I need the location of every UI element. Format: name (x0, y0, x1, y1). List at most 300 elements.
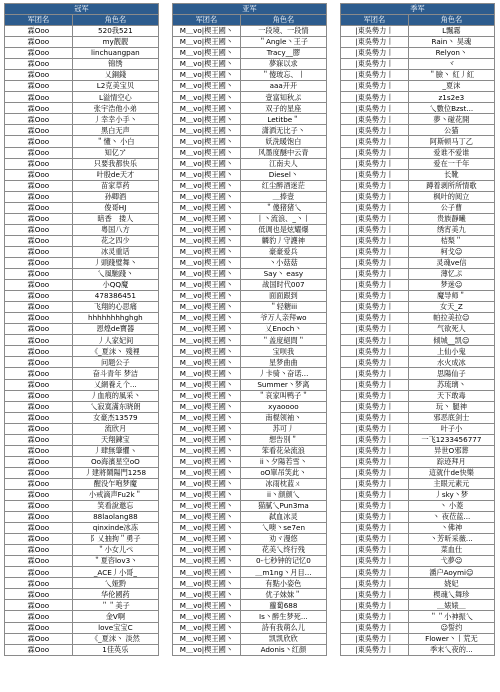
role-cell: 一飞1233456777 (408, 434, 494, 445)
team-cell: |東吳勢力丨 (341, 158, 409, 169)
table-row (5, 401, 159, 412)
team-cell: |東吳勢力丨 (341, 246, 409, 257)
team-cell: 霖Ooo (5, 456, 73, 467)
role-cell: 公猫 (408, 125, 494, 136)
table-row (173, 191, 327, 202)
table-row (5, 434, 159, 445)
team-cell: |東吳勢力丨 (341, 26, 409, 37)
team-cell: 霖Ooo (5, 445, 73, 456)
team-cell: |東吳勢力丨 (341, 269, 409, 280)
table-row (5, 456, 159, 467)
table-row (341, 48, 495, 59)
role-cell: 小QQ魔 (72, 280, 158, 291)
table-row (341, 169, 495, 180)
team-cell: M＿vo|楔王國丶 (173, 169, 241, 180)
role-cell: Flower丶丨荒无 (408, 633, 494, 644)
role-cell: 公子曹 (408, 202, 494, 213)
team-cell: 霖Ooo (5, 523, 73, 534)
role-cell: 粤国八方 (72, 224, 158, 235)
team-cell: M＿vo|楔王國丶 (173, 246, 241, 257)
role-cell: 只要我都快乐 (72, 158, 158, 169)
table-row (5, 191, 159, 202)
role-cell: 劝ヾ漫悠 (240, 534, 326, 545)
table-row (173, 180, 327, 191)
team-cell: |東吳勢力丨 (341, 103, 409, 114)
team-cell: M＿vo|楔王國丶 (173, 357, 241, 368)
team-cell: |東吳勢力丨 (341, 169, 409, 180)
table-row (341, 456, 495, 467)
team-cell: |東吳勢力丨 (341, 313, 409, 324)
team-cell: |東吳勢力丨 (341, 70, 409, 81)
team-cell: |東吳勢力丨 (341, 578, 409, 589)
team-cell: M＿vo|楔王國丶 (173, 147, 241, 158)
role-cell: 丶小菇菇 (240, 257, 326, 268)
table-row (5, 59, 159, 70)
role-cell: 冰雨枕蓝ㄨ (240, 478, 326, 489)
role-cell: 小戒滴声Fu2k＂ (72, 489, 158, 500)
role-cell: ＿捧壹 (240, 191, 326, 202)
role-cell: 玩丶 腿神 (408, 401, 494, 412)
role-cell: 双子的星座 (240, 103, 326, 114)
role-cell: 丶芳昕采薇... (408, 534, 494, 545)
table-row (341, 622, 495, 633)
team-cell: 霖Ooo (5, 622, 73, 633)
role-cell: ＂盖度絕問＂ (240, 335, 326, 346)
table-row (173, 489, 327, 500)
table-row (173, 379, 327, 390)
table-row (5, 313, 159, 324)
team-cell: 霖Ooo (5, 257, 73, 268)
team-cell: |東吳勢力丨 (341, 48, 409, 59)
team-cell: 霖Ooo (5, 357, 73, 368)
table-row (173, 545, 327, 556)
role-cell: 丿卡骑丶奋诺... (240, 368, 326, 379)
table-row (5, 489, 159, 500)
team-cell: 霖Ooo (5, 202, 73, 213)
role-cell: ＂＂美子 (72, 600, 158, 611)
table-row (173, 291, 327, 302)
role-cell: 张宇浩他小弟 (72, 103, 158, 114)
team-cell: M＿vo|楔王國丶 (173, 302, 241, 313)
role-cell: 上仙小鬼 (408, 346, 494, 357)
role-cell: 灂户Aoymi☺ (408, 567, 494, 578)
table-row (5, 48, 159, 59)
role-cell: love宝宝C (72, 622, 158, 633)
role-cell: ＂＂小神振乀 (408, 611, 494, 622)
team-cell: 霖Ooo (5, 125, 73, 136)
role-cell: 枫叶的阅立 (408, 191, 494, 202)
table-row (173, 335, 327, 346)
table-row (5, 633, 159, 644)
team-cell: |東吳勢力丨 (341, 423, 409, 434)
team-cell: |東吳勢力丨 (341, 257, 409, 268)
table-row (173, 501, 327, 512)
table-row (173, 235, 327, 246)
team-cell: |東吳勢力丨 (341, 324, 409, 335)
role-cell: L飄霧 (408, 26, 494, 37)
team-cell: |東吳勢力丨 (341, 147, 409, 158)
role-cell: ＂夏咨lov3丶 (72, 556, 158, 567)
role-cell: 丿血痕的風采丶 (72, 390, 158, 401)
role-cell: 苏琉璃丶 (408, 379, 494, 390)
table-row (173, 125, 327, 136)
table-row (341, 158, 495, 169)
role-cell: 乀數位Bzst... (408, 103, 494, 114)
table-row (341, 125, 495, 136)
team-cell: M＿vo|楔王國丶 (173, 390, 241, 401)
team-cell: |東吳勢力丨 (341, 368, 409, 379)
table-row (341, 501, 495, 512)
role-cell: linchuangpan (72, 48, 158, 59)
team-cell: M＿vo|楔王國丶 (173, 368, 241, 379)
team-cell: 霖Ooo (5, 313, 73, 324)
table-row (173, 589, 327, 600)
table-row (173, 302, 327, 313)
team-cell: M＿vo|楔王國丶 (173, 578, 241, 589)
table-row (5, 478, 159, 489)
role-cell: 478386451 (72, 291, 158, 302)
team-cell: |東吳勢力丨 (341, 136, 409, 147)
table-row (341, 291, 495, 302)
role-cell: L溢情空心 (72, 92, 158, 103)
table-row (173, 346, 327, 357)
team-cell: M＿vo|楔王國丶 (173, 114, 241, 125)
team-cell: |東吳勢力丨 (341, 622, 409, 633)
table-row (173, 48, 327, 59)
team-cell: 霖Ooo (5, 589, 73, 600)
role-cell: 蹲着剥所所情歌 (408, 180, 494, 191)
role-cell: 丿建將鬧陽門1258 (72, 467, 158, 478)
role-cell: z1s2e3 (408, 92, 494, 103)
team-cell: M＿vo|楔王國丶 (173, 280, 241, 291)
table-row (5, 611, 159, 622)
table-row (341, 390, 495, 401)
table-row (5, 368, 159, 379)
role-cell: 薄忆ぷ (408, 269, 494, 280)
role-cell: 丿幸幸小手丶 (72, 114, 158, 125)
table-row (173, 59, 327, 70)
role-cell: 柯戈☺ (408, 246, 494, 257)
role-cell: 丶 小菱 (408, 501, 494, 512)
team-cell: M＿vo|楔王國丶 (173, 412, 241, 423)
table-row (173, 478, 327, 489)
role-cell: 暗香 搂人 (72, 213, 158, 224)
team-cell: |東吳勢力丨 (341, 434, 409, 445)
team-cell: |東吳勢力丨 (341, 644, 409, 655)
table-row (341, 578, 495, 589)
table-row (173, 567, 327, 578)
team-cell: |東吳勢力丨 (341, 180, 409, 191)
role-cell: 丿肆無肇懼ヽ (72, 445, 158, 456)
table-row (5, 70, 159, 81)
team-cell: 霖Ooo (5, 534, 73, 545)
role-cell: 主眼元素元 (408, 478, 494, 489)
table-row (341, 213, 495, 224)
table-row (173, 246, 327, 257)
role-cell: 气欲死人 (408, 324, 494, 335)
table-row (5, 158, 159, 169)
team-cell: |東吳勢力丨 (341, 523, 409, 534)
table-row (5, 125, 159, 136)
table-row (5, 114, 159, 125)
table-row (5, 169, 159, 180)
role-cell: Relyon丶 (408, 48, 494, 59)
table-row (5, 523, 159, 534)
table-row (341, 368, 495, 379)
team-cell: |東吳勢力丨 (341, 357, 409, 368)
table-row (5, 335, 159, 346)
table-row (5, 180, 159, 191)
table-row (341, 445, 495, 456)
team-cell: M＿vo|楔王國丶 (173, 191, 241, 202)
role-cell: 丶 夜莅蓝... (408, 512, 494, 523)
table-row (173, 622, 327, 633)
role-cell: ＂臉丶 紅丿紅 (408, 70, 494, 81)
team-cell: M＿vo|楔王國丶 (173, 644, 241, 655)
team-cell: |東吳勢力丨 (341, 478, 409, 489)
table-row (5, 235, 159, 246)
team-cell: 霖Ooo (5, 512, 73, 523)
table-row (173, 92, 327, 103)
table-row (341, 103, 495, 114)
role-cell: 俊哥HJ (72, 202, 158, 213)
role-cell: aaa开开 (240, 81, 326, 92)
table-row (341, 191, 495, 202)
team-cell: 霖Ooo (5, 158, 73, 169)
team-cell: |東吳勢力丨 (341, 390, 409, 401)
table-row (173, 633, 327, 644)
table-row (341, 611, 495, 622)
role-cell: ＂轻糖iii (240, 302, 326, 313)
table-row (341, 81, 495, 92)
team-cell: 霖Ooo (5, 600, 73, 611)
team-cell: M＿vo|楔王國丶 (173, 70, 241, 81)
table-row (173, 257, 327, 268)
table-row (5, 346, 159, 357)
role-cell: 季末乀夜的... (408, 644, 494, 655)
team-cell: |東吳勢力丨 (341, 114, 409, 125)
team-cell: 霖Ooo (5, 269, 73, 280)
role-cell: 乂銅錢 (72, 70, 158, 81)
table-row (341, 202, 495, 213)
role-cell: 妖洗暖饱白 (240, 136, 326, 147)
table-row (173, 600, 327, 611)
role-cell: 夢寐以求 (240, 59, 326, 70)
table-row (5, 622, 159, 633)
table-row (5, 257, 159, 268)
team-cell: |東吳勢力丨 (341, 467, 409, 478)
role-cell: 苏可丿 (240, 423, 326, 434)
team-cell: M＿vo|楔王國丶 (173, 622, 241, 633)
role-cell: 流欣月 (72, 423, 158, 434)
role-cell: 丶佛神 (408, 523, 494, 534)
role-cell: 南棍领袖丶 (240, 412, 326, 423)
role-cell: 宝呗我 (240, 346, 326, 357)
table-row (173, 644, 327, 655)
table-row (5, 280, 159, 291)
role-cell: 帕拉美拉☺ (408, 313, 494, 324)
table-row (5, 556, 159, 567)
team-cell: 霖Ooo (5, 224, 73, 235)
role-cell: ii丶夕陽若雪丶 (240, 456, 326, 467)
role-cell: 弋夢☺ (408, 556, 494, 567)
table-row (173, 556, 327, 567)
role-cell: 豪豪爱兵 (240, 246, 326, 257)
table-row (173, 313, 327, 324)
role-cell: 魔导师＂ (408, 291, 494, 302)
role-cell: _夏沫 (408, 81, 494, 92)
table-row (5, 224, 159, 235)
table-row (341, 92, 495, 103)
table-row (341, 224, 495, 235)
team-cell: M＿vo|楔王國丶 (173, 434, 241, 445)
team-cell: 霖Ooo (5, 368, 73, 379)
third-place-table (340, 3, 495, 656)
table-row (5, 136, 159, 147)
role-cell: 花美乀终行残 (240, 545, 326, 556)
role-cell: 有點小姿色 (240, 578, 326, 589)
table-row (341, 302, 495, 313)
table-row (341, 534, 495, 545)
team-cell: 霖Ooo (5, 412, 73, 423)
team-cell: |東吳勢力丨 (341, 534, 409, 545)
role-cell: 菜血仕 (408, 545, 494, 556)
role-cell: 乀娅黔 (72, 578, 158, 589)
role-cell: 女天_Z (408, 302, 494, 313)
table-row (5, 467, 159, 478)
table-row (173, 280, 327, 291)
team-cell: |東吳勢力丨 (341, 379, 409, 390)
table-row (173, 512, 327, 523)
team-cell: M＿vo|楔王國丶 (173, 291, 241, 302)
role-cell: 面面跟到 (240, 291, 326, 302)
role-cell: 丿sky丶梦 (408, 489, 494, 500)
column-header-role: 角色名 (408, 15, 494, 26)
team-cell: M＿vo|楔王國丶 (173, 235, 241, 246)
table-row (173, 147, 327, 158)
team-cell: 霖Ooo (5, 37, 73, 48)
table-row (173, 269, 327, 280)
role-cell: 奋斗青年 梦洁 (72, 368, 158, 379)
team-cell: M＿vo|楔王國丶 (173, 567, 241, 578)
team-cell: M＿vo|楔王國丶 (173, 545, 241, 556)
team-cell: 霖Ooo (5, 346, 73, 357)
team-cell: M＿vo|楔王國丶 (173, 423, 241, 434)
team-cell: |東吳勢力丨 (341, 611, 409, 622)
table-row (173, 37, 327, 48)
role-cell: 低调也是炫耀爆 (240, 224, 326, 235)
table-row (173, 467, 327, 478)
role-cell: 梦迷☺ (408, 280, 494, 291)
table-row (341, 633, 495, 644)
team-cell: |東吳勢力丨 (341, 125, 409, 136)
table-row (341, 26, 495, 37)
role-cell: 优子妹妹＂ (240, 589, 326, 600)
team-cell: |東吳勢力丨 (341, 489, 409, 500)
role-cell: 詩有我萌么儿 (240, 622, 326, 633)
role-cell: 乀風馳踐丶 (72, 269, 158, 280)
role-cell: _ACE丿小哥_ (72, 567, 158, 578)
table-row (173, 202, 327, 213)
table-row (5, 246, 159, 257)
role-cell: 88laolang88 (72, 512, 158, 523)
team-cell: M＿vo|楔王國丶 (173, 611, 241, 622)
role-cell: 花之四少 (72, 235, 158, 246)
team-cell: M＿vo|楔王國丶 (173, 59, 241, 70)
team-cell: |東吳勢力丨 (341, 545, 409, 556)
team-cell: 霖Ooo (5, 136, 73, 147)
role-cell: 金V啊 (72, 611, 158, 622)
team-cell: 霖Ooo (5, 213, 73, 224)
table-row (173, 412, 327, 423)
team-cell: |東吳勢力丨 (341, 633, 409, 644)
table-row (5, 302, 159, 313)
team-cell: 霖Ooo (5, 26, 73, 37)
role-cell: 爱谁不爱谁 (408, 147, 494, 158)
team-cell: M＿vo|楔王國丶 (173, 489, 241, 500)
role-cell: 夢丶碰花開 (408, 114, 494, 125)
role-cell: 红尘醉酒迷茫 (240, 180, 326, 191)
table-title: 季军 (341, 4, 495, 15)
team-cell: M＿vo|楔王國丶 (173, 26, 241, 37)
table-row (341, 136, 495, 147)
role-cell: 问题公子 (72, 357, 158, 368)
table-row (173, 169, 327, 180)
role-cell: Letitbe＂ (240, 114, 326, 125)
team-cell: M＿vo|楔王國丶 (173, 600, 241, 611)
table-row (5, 578, 159, 589)
team-cell: |東吳勢力丨 (341, 456, 409, 467)
table-row (5, 357, 159, 368)
role-cell: ＂懂丶 小白 (72, 136, 158, 147)
team-cell: M＿vo|楔王國丶 (173, 92, 241, 103)
role-cell: my靓靓 (72, 37, 158, 48)
table-row (173, 114, 327, 125)
role-cell: 笨看花朵流浪 (240, 445, 326, 456)
team-cell: M＿vo|楔王國丶 (173, 589, 241, 600)
team-cell: |東吳勢力丨 (341, 202, 409, 213)
table-row (173, 81, 327, 92)
team-cell: |東吳勢力丨 (341, 589, 409, 600)
table-row (5, 202, 159, 213)
team-cell: M＿vo|楔王國丶 (173, 335, 241, 346)
table-row (5, 324, 159, 335)
table-row (5, 379, 159, 390)
team-cell: |東吳勢力丨 (341, 302, 409, 313)
team-cell: M＿vo|楔王國丶 (173, 37, 241, 48)
role-cell: 绣宵美九 (408, 224, 494, 235)
table-row (341, 644, 495, 655)
team-cell: 霖Ooo (5, 246, 73, 257)
role-cell: 這就什de快樂 (408, 467, 494, 478)
team-cell: M＿vo|楔王國丶 (173, 224, 241, 235)
role-cell: 贵族靜曦 (408, 213, 494, 224)
team-cell: |東吳勢力丨 (341, 501, 409, 512)
table-row (341, 335, 495, 346)
team-cell: M＿vo|楔王國丶 (173, 523, 241, 534)
role-cell: Adonis丶红颜 (240, 644, 326, 655)
team-cell: M＿vo|楔王國丶 (173, 445, 241, 456)
role-cell: 江南夫人 (240, 158, 326, 169)
role-cell: 《_夏沫丶 殘裡 (72, 346, 158, 357)
team-cell: 霖Ooo (5, 169, 73, 180)
role-cell: 水火成冰 (408, 357, 494, 368)
role-cell: 女豪杰13579 (72, 412, 158, 423)
table-row (173, 611, 327, 622)
table-row (341, 246, 495, 257)
role-cell: 0-七秒钟的记忆0 (240, 556, 326, 567)
role-cell: 醒没乍咆梦魔 (72, 478, 158, 489)
